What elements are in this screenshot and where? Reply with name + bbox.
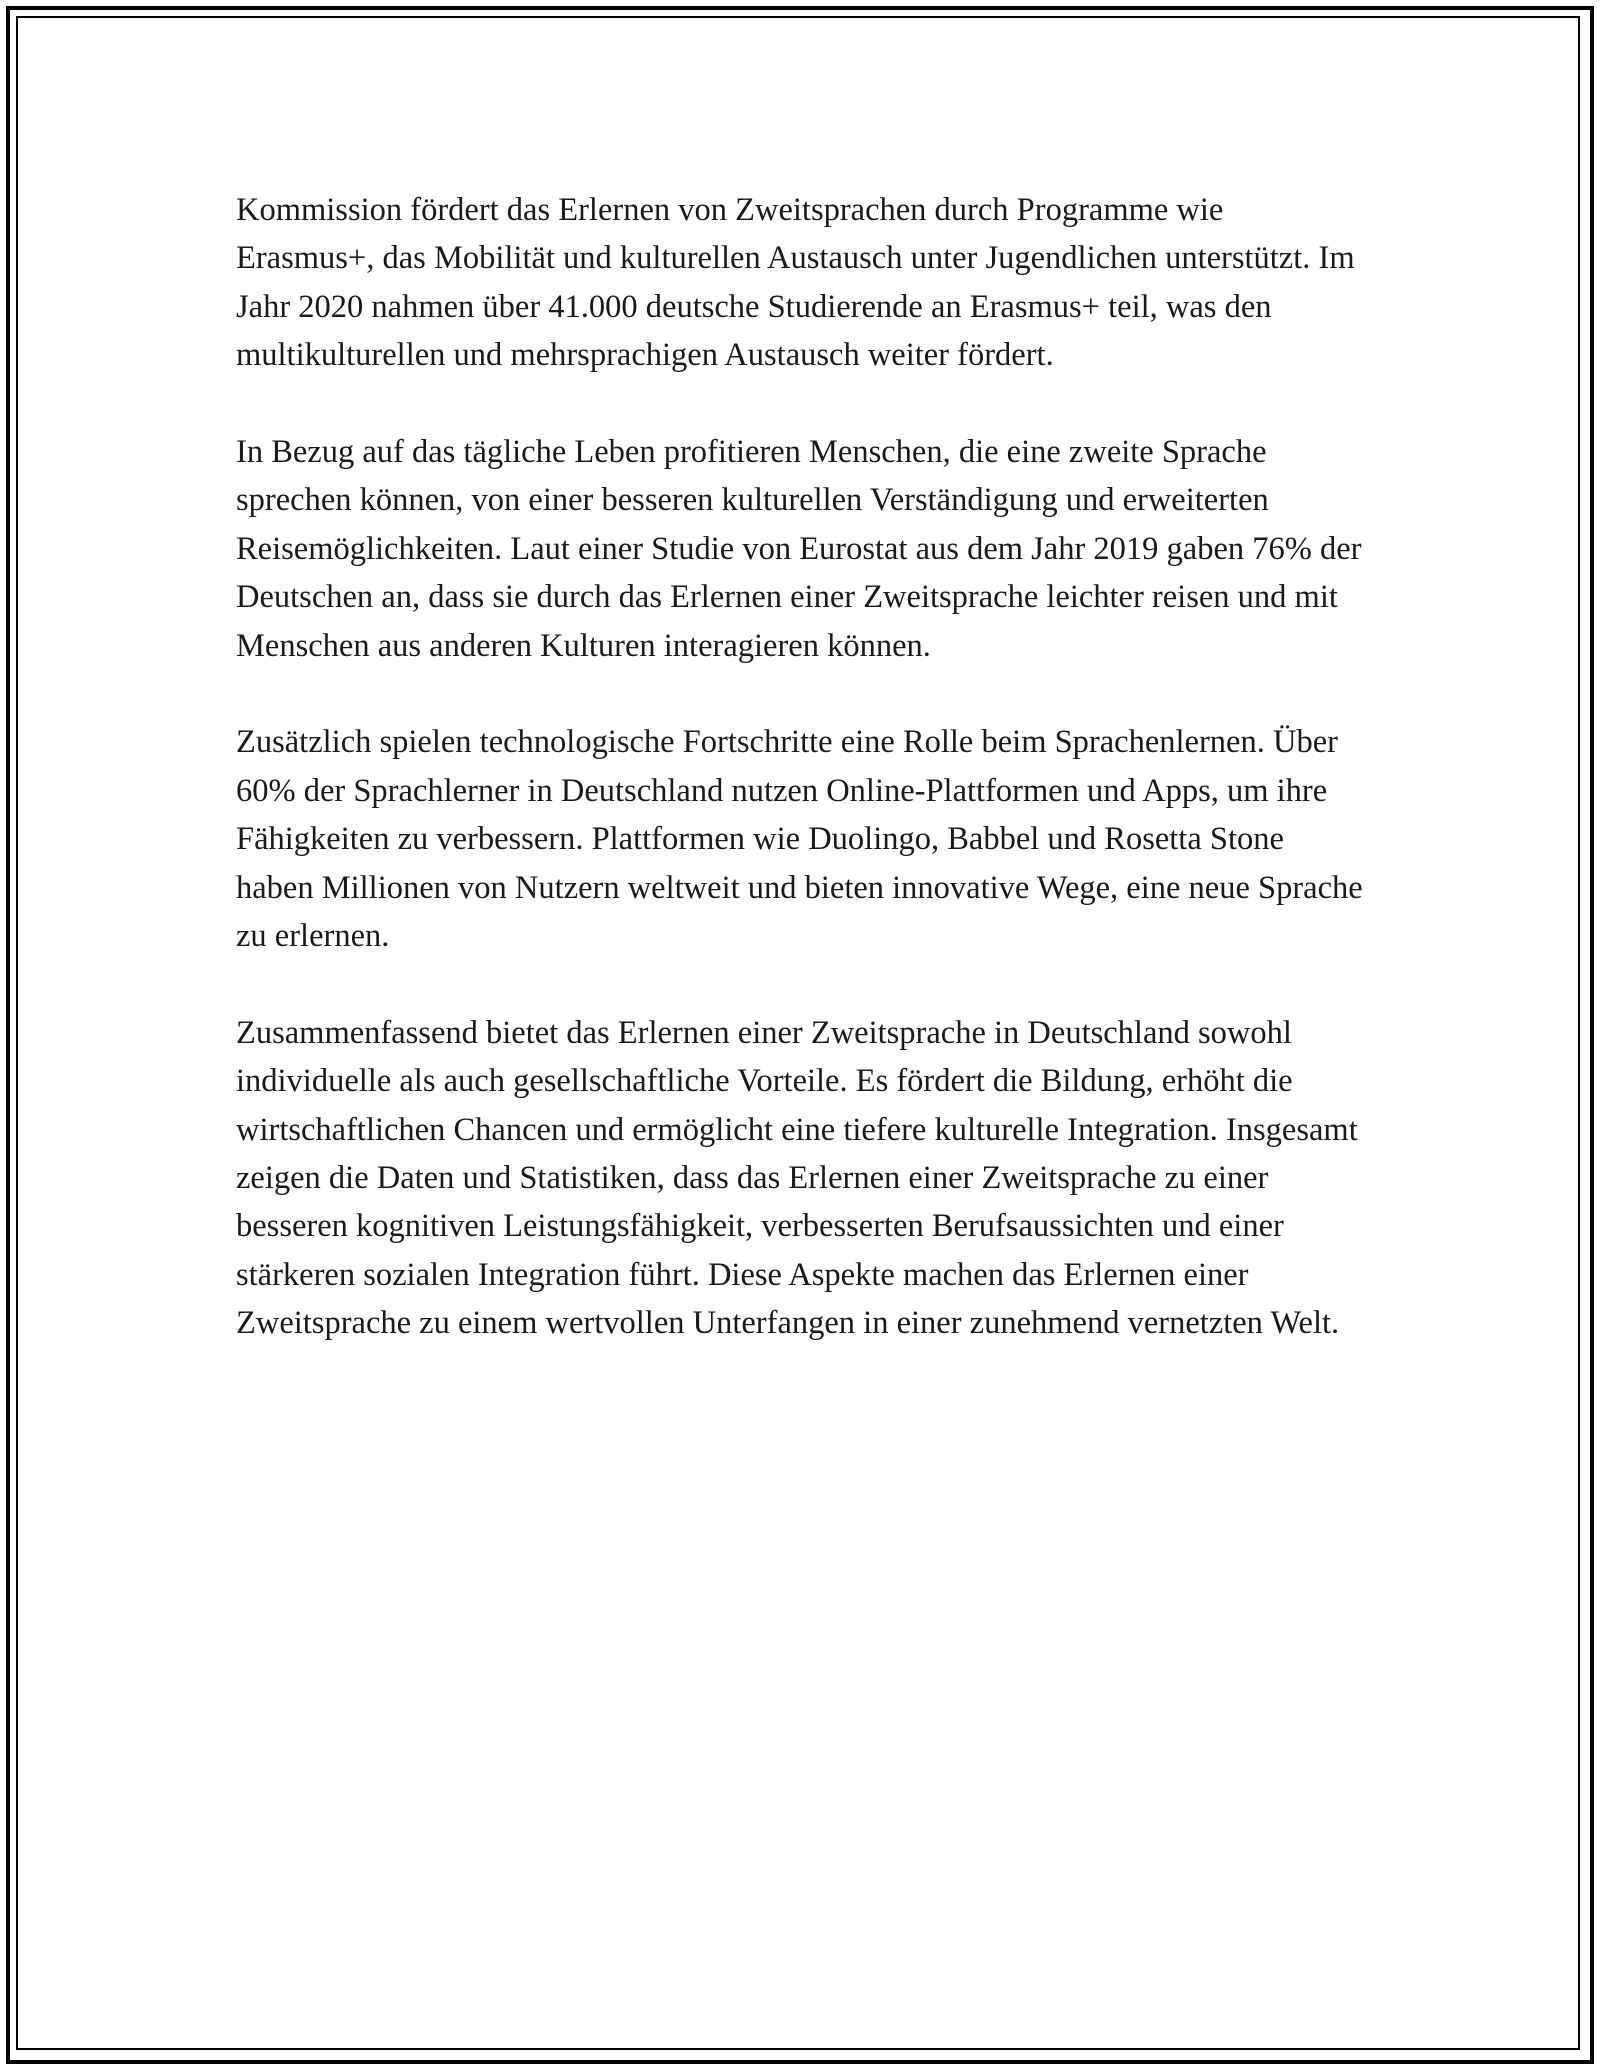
- document-body: [236, 186, 1366, 1396]
- paragraph-daily-life: In Bezug auf das tägliche Leben profitieren Menschen, die eine zweite Sprache sprechen können, von einer besseren kulturellen Verständigung und erweiterten Reisemöglichkeiten. Laut einer Studie von Eurostat aus dem Jahr 2019 gaben 76% der Deutschen an, dass sie durch das Erlernen einer Zweitsprache leichter reisen und mit Menschen aus anderen Kulturen interagieren können.: [236, 434, 1362, 664]
- paragraph-technology: Zusätzlich spielen technologische Fortschritte eine Rolle beim Sprachenlernen. Über 60% der Sprachlerner in Deutschland nutzen Online-Plattformen und Apps, um ihre Fähigkeiten zu verbessern. Plattformen wie Duolingo, Babbel und Rosetta Stone haben Millionen von Nutzern weltweit und bieten innovative Wege, eine neue Sprache zu erlernen.: [236, 724, 1363, 955]
- paragraph-summary: Zusammenfassend bietet das Erlernen einer Zweitsprache in Deutschland sowohl individuelle als auch gesellschaftliche Vorteile. Es fördert die Bildung, erhöht die wirtschaftlichen Chancen und ermöglicht eine tiefere kulturelle Integration. Insgesamt zeigen die Daten und Statistiken, dass das Erlernen einer Zweitsprache zu einer besseren kognitiven Leistungsfähigkeit, verbesserten Berufsaussichten und einer stärkeren sozialen Integration führt. Diese Aspekte machen das Erlernen einer Zweitsprache zu einem wertvollen Unterfangen in einer zunehmend vernetzten Welt.: [236, 1014, 1358, 1342]
- paragraph-erasmus: Kommission fördert das Erlernen von Zweitsprachen durch Programme wie Erasmus+, das Mobilität und kulturellen Austausch unter Jugendlichen unterstützt. Im Jahr 2020 nahmen über 41.000 deutsche Studierende an Erasmus+ teil, was den multikulturellen und mehrsprachigen Austausch weiter fördert.: [236, 192, 1355, 374]
